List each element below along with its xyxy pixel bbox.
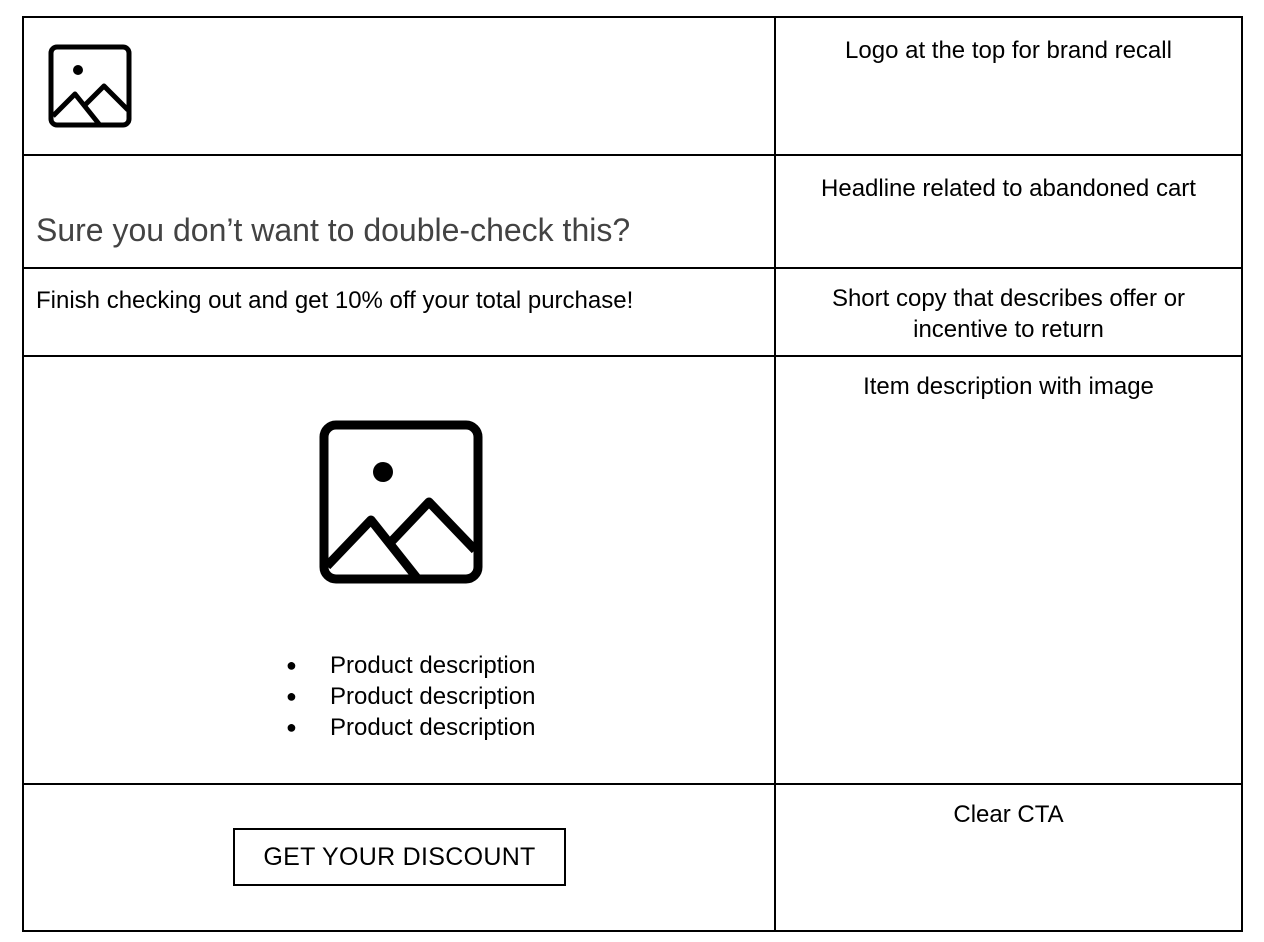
headline-note-cell [775, 155, 1242, 268]
cta-row [23, 784, 1242, 931]
headline-note: Headline related to abandoned cart [821, 175, 1196, 202]
logo-note: Logo at the top for brand recall [845, 37, 1172, 64]
copy-note: Short copy that describes offer or incentive to return [831, 285, 1186, 343]
copy-note-cell [775, 268, 1242, 356]
product-image-placeholder [319, 420, 483, 584]
logo-placeholder [24, 18, 774, 128]
headline-cell [23, 155, 775, 268]
list-item: ● Product description [286, 681, 535, 712]
copy-cell [23, 268, 775, 356]
email-template-table [22, 16, 1243, 932]
item-cell [23, 356, 775, 784]
headline-row [23, 155, 1242, 268]
logo-note-cell [775, 17, 1242, 155]
item-row [23, 356, 1242, 784]
logo-row [23, 17, 1242, 155]
get-discount-button[interactable]: GET YOUR DISCOUNT [233, 828, 566, 886]
cta-cell [23, 784, 775, 931]
logo-cell [23, 17, 775, 155]
headline-text: Sure you don’t want to double-check this? [36, 212, 631, 248]
cta-note: Clear CTA [953, 801, 1064, 828]
list-item: ● Product description [286, 712, 535, 743]
item-note-cell [775, 356, 1242, 784]
list-item: ● Product description [286, 650, 535, 681]
copy-row [23, 268, 1242, 356]
product-description-list [286, 650, 535, 743]
cta-note-cell [775, 784, 1242, 931]
item-note: Item description with image [863, 373, 1154, 400]
image-placeholder-icon [319, 420, 483, 584]
image-placeholder-icon [48, 44, 132, 128]
offer-copy-text: Finish checking out and get 10% off your total purchase! [36, 287, 634, 314]
